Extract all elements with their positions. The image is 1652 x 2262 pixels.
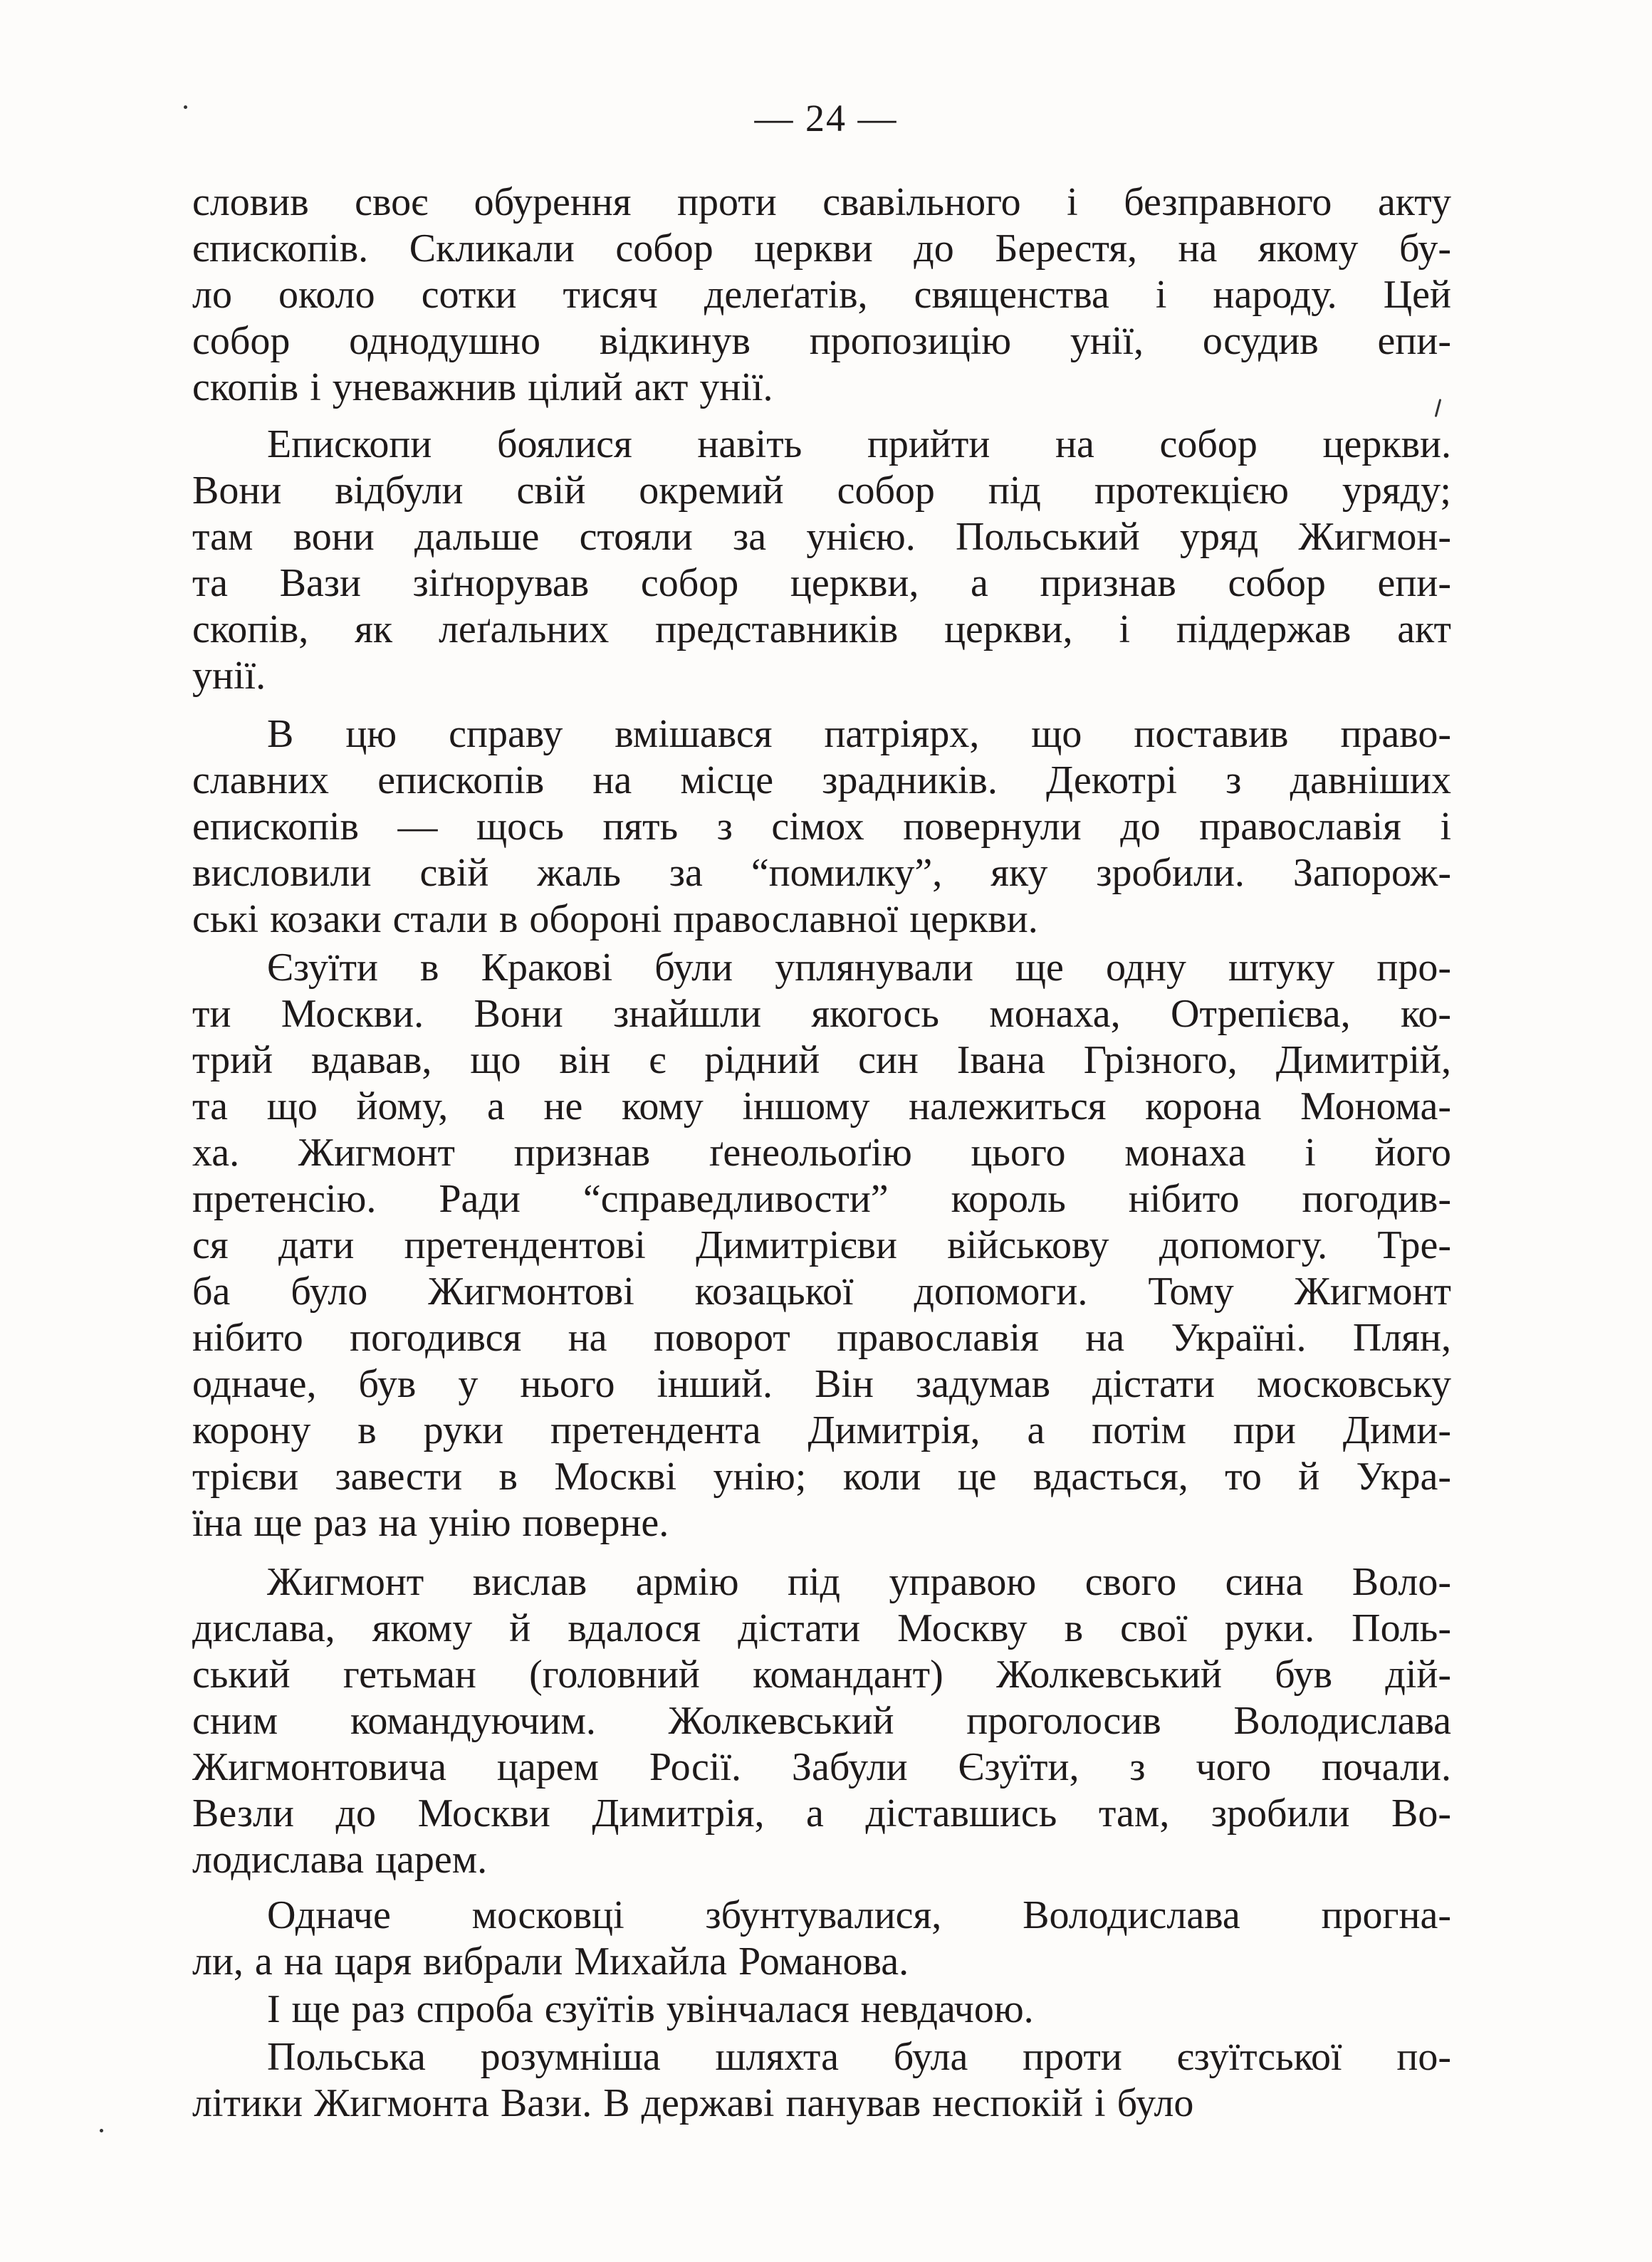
text-line: славних епископів на місце зрадників. Декотрі з давніших [192,758,1451,802]
page-number: — 24 — [754,97,898,140]
text-line: висловили свій жаль за “помилку”, яку зробили. Запорож- [192,851,1451,895]
text-line: ся дати претендентові Димитрієви військову допомогу. Тре- [192,1223,1451,1267]
text-line: унії. [192,654,266,698]
text-line: словив своє обурення проти свавільного і безправного акту [192,180,1451,224]
paragraph [192,421,1451,699]
text-line: В цю справу вмішався патріярх, що поставив право- [267,712,1451,756]
text-line: нібито погодився на поворот православія на Україні. Плян, [192,1316,1451,1360]
text-line: І ще раз спроба єзуїтів увінчалася невдачою. [267,1987,1034,2031]
text-line: ти Москви. Вони знайшли якогось монаха, Отрепієва, ко- [192,992,1451,1036]
text-line: Везли до Москви Димитрія, а діставшись там, зробили Во- [192,1791,1451,1836]
scan-speck [100,2129,103,2132]
text-line: скопів і уневажнив цілий акт унії. [192,365,773,409]
text-line: ло около сотки тисяч делеґатів, священства і народу. Цей [192,273,1451,317]
text-line: літики Жигмонта Вази. В державі панував неспокій і було [192,2081,1194,2125]
text-line: ський гетьман (головний командант) Жолкевський був дій- [192,1653,1451,1697]
paragraph [192,1559,1451,1883]
text-line: собор однодушно відкинув пропозицію унії, осудив епи- [192,319,1451,363]
text-line: лодислава царем. [192,1838,488,1882]
text-line: Епископи боялися навіть прийти на собор церкви. [267,422,1451,466]
text-line: та що йому, а не кому іншому належиться корона Монома- [192,1084,1451,1129]
text-line: Жигмонтовича царем Росії. Забули Єзуїти, з чого почали. [192,1745,1451,1789]
text-line: Польська розумніша шляхта була проти єзуїтської по- [267,2035,1451,2079]
text-line: епископів — щось пять з сімох повернули до православія і [192,805,1451,849]
text-line: Єзуїти в Кракові були уплянували ще одну штуку про- [267,946,1451,990]
text-line: єпископів. Скликали собор церкви до Берестя, на якому бу- [192,226,1451,271]
text-line: та Вази зіґнорував собор церкви, а признав собор епи- [192,561,1451,605]
text-line: одначе, був у нього інший. Він задумав дістати московську [192,1362,1451,1406]
paragraph [192,2034,1451,2127]
text-line: ли, а на царя вибрали Михайла Романова. [192,1939,909,1984]
paragraph [192,179,1451,411]
text-line: там вони дальше стояли за унією. Польський уряд Жигмон- [192,515,1451,559]
text-line: дислава, якому й вдалося дістати Москву в свої руки. Поль- [192,1606,1451,1650]
text-line: трий вдавав, що він є рідний син Івана Грізного, Димитрій, [192,1038,1451,1082]
text-line: ські козаки стали в обороні православної церкви. [192,897,1038,941]
text-line: корону в руки претендента Димитрія, а потім при Дими- [192,1408,1451,1452]
text-line: Одначе московці збунтувалися, Володислава прогна- [267,1893,1451,1937]
text-line: ха. Жигмонт признав ґенеольоґію цього монаха і його [192,1131,1451,1175]
text-line: трієви завести в Москві унію; коли це вдасться, то й Укра- [192,1455,1451,1499]
text-line: їна ще раз на унію поверне. [192,1501,669,1545]
text-line: Жигмонт вислав армію під управою свого сина Воло- [267,1560,1451,1604]
text-line: скопів, як леґальних представників церкви, і піддержав акт [192,607,1451,651]
scan-speck [184,105,187,109]
paragraph [192,711,1451,943]
paragraph [192,945,1451,1546]
text-line: Вони відбули свій окремий собор під протекцією уряду; [192,468,1451,513]
paragraph [192,1892,1451,1985]
text-line: ба було Жигмонтові козацької допомоги. Тому Жигмонт [192,1269,1451,1314]
text-line: претенсію. Ради “справедливости” король нібито погодив- [192,1177,1451,1221]
text-line: сним командуючим. Жолкевський проголосив Володислава [192,1699,1451,1743]
paragraph [192,1986,1451,2033]
